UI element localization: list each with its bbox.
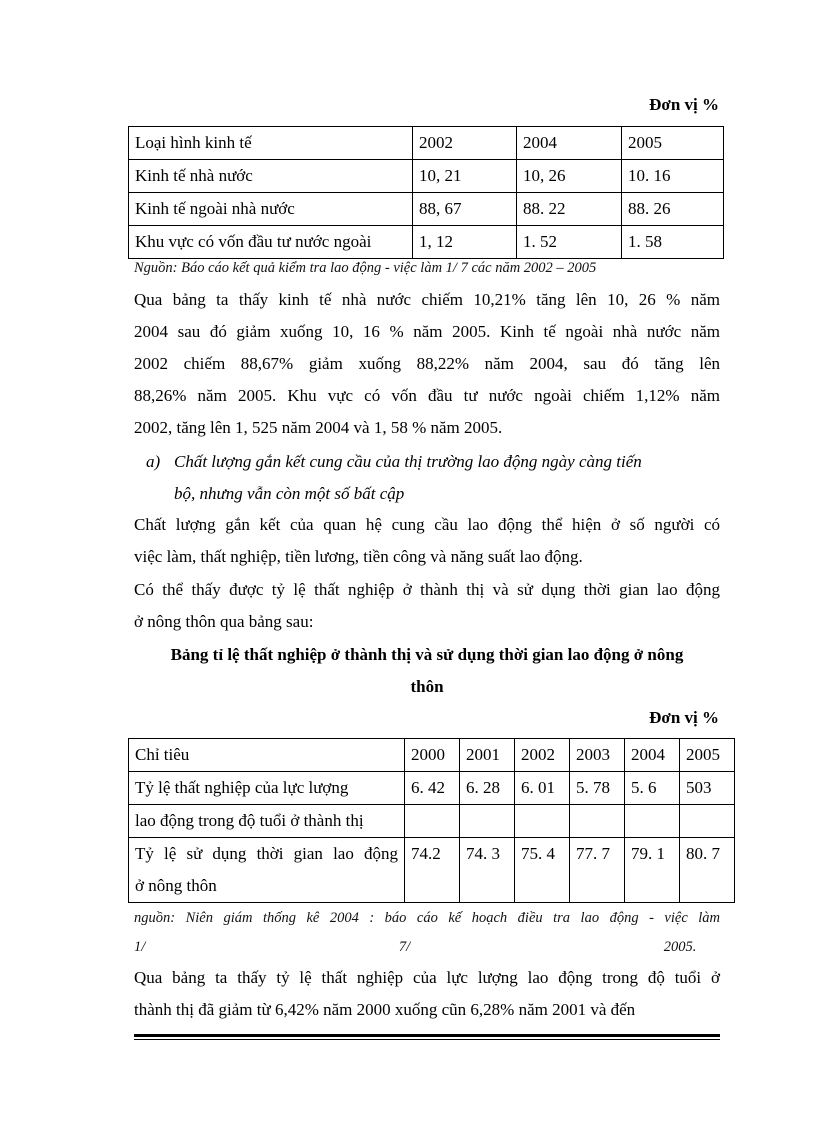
- cell-line: ở nông thôn: [135, 876, 217, 895]
- paragraph-line: 2002, tăng lên 1, 525 năm 2004 và 1, 58 % năm 2005.: [134, 418, 503, 437]
- table-cell: 1, 12: [413, 226, 517, 259]
- paragraph-1: [134, 284, 720, 444]
- table-cell: [129, 838, 405, 903]
- list-marker: a): [146, 452, 161, 471]
- table-cell: [515, 805, 570, 838]
- table-cell: 10. 16: [622, 160, 724, 193]
- table-header-cell: 2002: [515, 739, 570, 772]
- table-cell: 6. 01: [515, 772, 570, 805]
- paragraph-line: 2002 chiếm 88,67% giảm xuống 88,22% năm 2004, sau đó tăng lên: [134, 354, 720, 373]
- table-cell: 77. 7: [570, 838, 625, 903]
- table-cell: Khu vực có vốn đầu tư nước ngoài: [129, 226, 413, 259]
- list-item-text: Chất lượng gắn kết cung cầu của thị trường lao động ngày càng tiến: [174, 452, 642, 471]
- table-header-cell: 2001: [460, 739, 515, 772]
- table-cell: 6. 42: [405, 772, 460, 805]
- table-header-row: [129, 739, 735, 772]
- table1-source: Nguồn: Báo cáo kết quả kiểm tra lao động - việc làm 1/ 7 các năm 2002 – 2005: [134, 260, 597, 276]
- table-cell: 79. 1: [625, 838, 680, 903]
- table-row: [129, 226, 724, 259]
- paragraph-line: 88,26% năm 2005. Khu vực có vốn đầu tư nước ngoài chiếm 1,12% năm: [134, 386, 720, 405]
- table-cell: 74.2: [405, 838, 460, 903]
- table-header-cell: 2005: [680, 739, 735, 772]
- table-row: [129, 193, 724, 226]
- economy-type-table: [128, 126, 724, 259]
- table-cell: 74. 3: [460, 838, 515, 903]
- table-cell: 80. 7: [680, 838, 735, 903]
- cell-line: Tỷ lệ sử dụng thời gian lao động: [135, 844, 398, 863]
- table-header-cell: 2002: [413, 127, 517, 160]
- source-line: nguồn: Niên giám thống kê 2004 : báo cáo kế hoạch điều tra lao động - việc làm: [134, 910, 720, 926]
- table-cell: [625, 805, 680, 838]
- table-cell: [460, 805, 515, 838]
- table-cell: [570, 805, 625, 838]
- caption-line: Bảng tỉ lệ thất nghiệp ở thành thị và sử dụng thời gian lao động ở nông: [170, 645, 684, 664]
- table-header-cell: 2004: [517, 127, 622, 160]
- table-header-row: [129, 127, 724, 160]
- table-cell: 88. 26: [622, 193, 724, 226]
- caption-line: thôn: [410, 677, 444, 696]
- table-header-cell: 2005: [622, 127, 724, 160]
- footer-rule-thick: [134, 1034, 720, 1037]
- table-row: [129, 838, 735, 903]
- table-row: [129, 805, 735, 838]
- table-row: [129, 160, 724, 193]
- list-item-text: bộ, nhưng vẫn còn một số bất cập: [174, 484, 405, 503]
- table2-unit: Đơn vị %: [649, 708, 719, 727]
- paragraph-4: [134, 962, 720, 1026]
- table-cell: 10, 26: [517, 160, 622, 193]
- table-header-cell: 2004: [625, 739, 680, 772]
- table-cell: lao động trong độ tuổi ở thành thị: [129, 805, 405, 838]
- table-cell: 503: [680, 772, 735, 805]
- table-header-cell: Loại hình kinh tế: [129, 127, 413, 160]
- paragraph-line: ở nông thôn qua bảng sau:: [134, 612, 314, 631]
- table-cell: Kinh tế nhà nước: [129, 160, 413, 193]
- paragraph-line: Qua bảng ta thấy tỷ lệ thất nghiệp của lực lượng lao động trong độ tuổi ở: [134, 968, 720, 987]
- table-header-cell: Chỉ tiêu: [129, 739, 405, 772]
- table-cell: [405, 805, 460, 838]
- table-cell: 88. 22: [517, 193, 622, 226]
- table-cell: 88, 67: [413, 193, 517, 226]
- table2-source: [134, 904, 720, 962]
- table-cell: 5. 78: [570, 772, 625, 805]
- paragraph-3: [134, 574, 720, 638]
- table-cell: 1. 52: [517, 226, 622, 259]
- table-cell: 1. 58: [622, 226, 724, 259]
- table-cell: 6. 28: [460, 772, 515, 805]
- paragraph-line: thành thị đã giảm từ 6,42% năm 2000 xuống cũn 6,28% năm 2001 và đến: [134, 1000, 636, 1019]
- source-line: 1/ 7/ 2005.: [134, 939, 697, 955]
- table-cell: Kinh tế ngoài nhà nước: [129, 193, 413, 226]
- footer-rule-thin: [134, 1039, 720, 1040]
- paragraph-line: Chất lượng gắn kết của quan hệ cung cầu lao động thể hiện ở số người có: [134, 515, 720, 534]
- table1-unit: Đơn vị %: [649, 95, 719, 114]
- table-cell: 5. 6: [625, 772, 680, 805]
- list-item-a: [146, 446, 720, 510]
- table-header-cell: 2000: [405, 739, 460, 772]
- table2-caption: [134, 639, 720, 703]
- table-cell: 10, 21: [413, 160, 517, 193]
- table-row: [129, 772, 735, 805]
- table-header-cell: 2003: [570, 739, 625, 772]
- table-cell: Tỷ lệ thất nghiệp của lực lượng: [129, 772, 405, 805]
- paragraph-line: Qua bảng ta thấy kinh tế nhà nước chiếm 10,21% tăng lên 10, 26 % năm: [134, 290, 720, 309]
- table-cell: 75. 4: [515, 838, 570, 903]
- paragraph-line: Có thể thấy được tỷ lệ thất nghiệp ở thành thị và sử dụng thời gian lao động: [134, 580, 720, 599]
- paragraph-line: 2004 sau đó giảm xuống 10, 16 % năm 2005. Kinh tế ngoài nhà nước năm: [134, 322, 720, 341]
- paragraph-line: việc làm, thất nghiệp, tiền lương, tiền công và năng suất lao động.: [134, 547, 583, 566]
- table-cell: [680, 805, 735, 838]
- unemployment-table: [128, 738, 735, 903]
- paragraph-2: [134, 509, 720, 573]
